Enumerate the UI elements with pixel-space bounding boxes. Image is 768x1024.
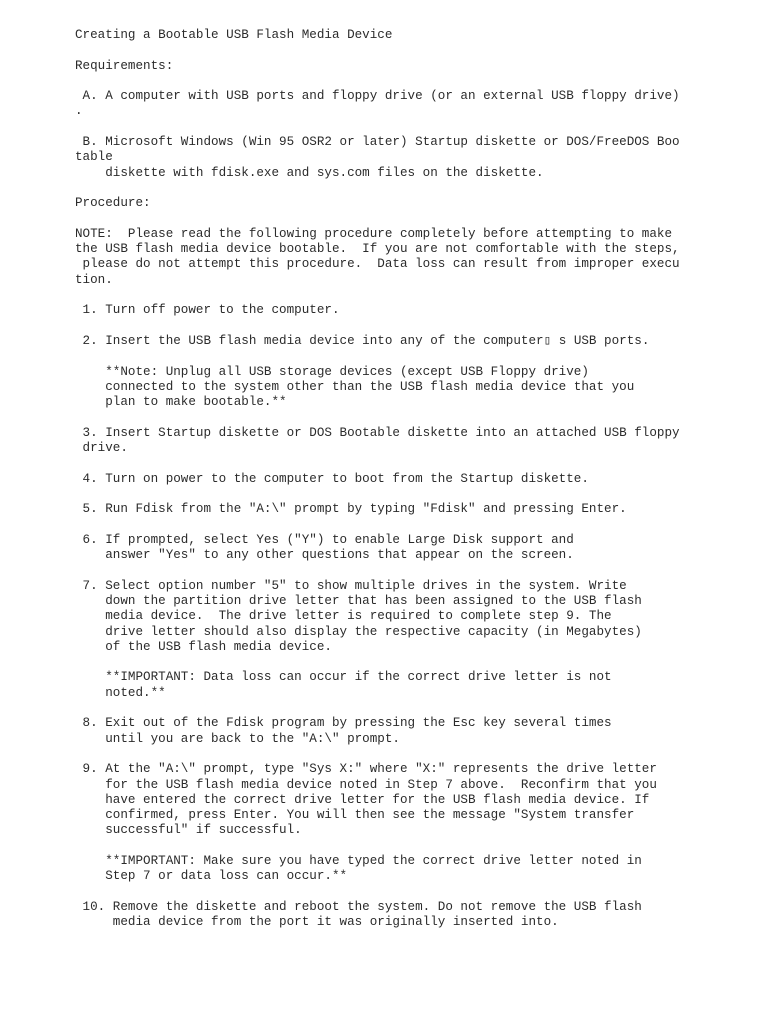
- text-line: **IMPORTANT: Make sure you have typed the correct drive letter noted in: [75, 854, 642, 869]
- text-line: A. A computer with USB ports and floppy drive (or an external USB floppy drive): [75, 89, 680, 104]
- blank-line: [75, 701, 755, 716]
- blank-line: [75, 410, 755, 425]
- text-line: 1. Turn off power to the computer.: [75, 303, 340, 318]
- text-line: answer "Yes" to any other questions that appear on the screen.: [75, 548, 574, 563]
- text-line: down the partition drive letter that has been assigned to the USB flash: [75, 593, 642, 608]
- text-line: **IMPORTANT: Data loss can occur if the correct drive letter is not: [75, 670, 612, 685]
- text-line: drive letter should also display the respective capacity (in Megabytes): [75, 624, 642, 639]
- text-line: media device from the port it was originally inserted into.: [75, 915, 559, 930]
- text-line: 6. If prompted, select Yes ("Y") to enable Large Disk support and: [75, 532, 574, 547]
- text-line: connected to the system other than the USB flash media device that you: [75, 379, 635, 394]
- text-line: tion.: [75, 272, 113, 287]
- text-line: Creating a Bootable USB Flash Media Device: [75, 28, 393, 42]
- text-line: plan to make bootable.**: [75, 395, 287, 410]
- text-line: noted.**: [75, 685, 166, 700]
- blank-line: [75, 120, 755, 135]
- blank-line: [75, 747, 755, 762]
- text-line: 2. Insert the USB flash media device into any of the computer▯ s USB ports.: [75, 333, 650, 348]
- text-line: drive.: [75, 441, 128, 456]
- text-line: B. Microsoft Windows (Win 95 OSR2 or later) Startup diskette or DOS/FreeDOS Boo: [75, 135, 680, 150]
- blank-line: [75, 487, 755, 502]
- text-line: 9. At the "A:\" prompt, type "Sys X:" where "X:" represents the drive letter: [75, 762, 657, 777]
- text-line: of the USB flash media device.: [75, 639, 332, 654]
- blank-line: [75, 319, 755, 334]
- text-line: 10. Remove the diskette and reboot the system. Do not remove the USB flash: [75, 899, 642, 914]
- blank-line: [75, 885, 755, 900]
- text-line: Procedure:: [75, 196, 151, 211]
- text-line: media device. The drive letter is required to complete step 9. The: [75, 609, 612, 624]
- blank-line: [75, 456, 755, 471]
- text-line: please do not attempt this procedure. Data loss can result from improper execu: [75, 257, 680, 272]
- text-line: Requirements:: [75, 58, 174, 73]
- document-body: [75, 28, 755, 931]
- blank-line: [75, 839, 755, 854]
- blank-line: [75, 563, 755, 578]
- text-line: table: [75, 150, 113, 165]
- blank-line: [75, 655, 755, 670]
- text-line: Step 7 or data loss can occur.**: [75, 869, 348, 884]
- text-line: confirmed, press Enter. You will then see the message "System transfer: [75, 808, 635, 823]
- blank-line: [75, 349, 755, 364]
- blank-line: [75, 212, 755, 227]
- text-line: 5. Run Fdisk from the "A:\" prompt by typing "Fdisk" and pressing Enter.: [75, 502, 627, 517]
- blank-line: [75, 518, 755, 533]
- text-line: have entered the correct drive letter for the USB flash media device. If: [75, 792, 650, 807]
- text-line: until you are back to the "A:\" prompt.: [75, 731, 400, 746]
- blank-line: [75, 43, 755, 58]
- text-line: for the USB flash media device noted in Step 7 above. Reconfirm that you: [75, 777, 657, 792]
- text-line: 3. Insert Startup diskette or DOS Bootable diskette into an attached USB floppy: [75, 425, 680, 440]
- text-line: 7. Select option number "5" to show multiple drives in the system. Write: [75, 578, 627, 593]
- text-line: NOTE: Please read the following procedure completely before attempting to make: [75, 226, 673, 241]
- blank-line: [75, 181, 755, 196]
- text-line: successful" if successful.: [75, 823, 302, 838]
- blank-line: [75, 74, 755, 89]
- text-line: **Note: Unplug all USB storage devices (except USB Floppy drive): [75, 364, 589, 379]
- text-line: .: [75, 104, 83, 119]
- text-line: 8. Exit out of the Fdisk program by pressing the Esc key several times: [75, 716, 612, 731]
- text-line: 4. Turn on power to the computer to boot from the Startup diskette.: [75, 471, 589, 486]
- text-line: diskette with fdisk.exe and sys.com files on the diskette.: [75, 165, 544, 180]
- blank-line: [75, 288, 755, 303]
- text-line: the USB flash media device bootable. If you are not comfortable with the steps,: [75, 242, 680, 257]
